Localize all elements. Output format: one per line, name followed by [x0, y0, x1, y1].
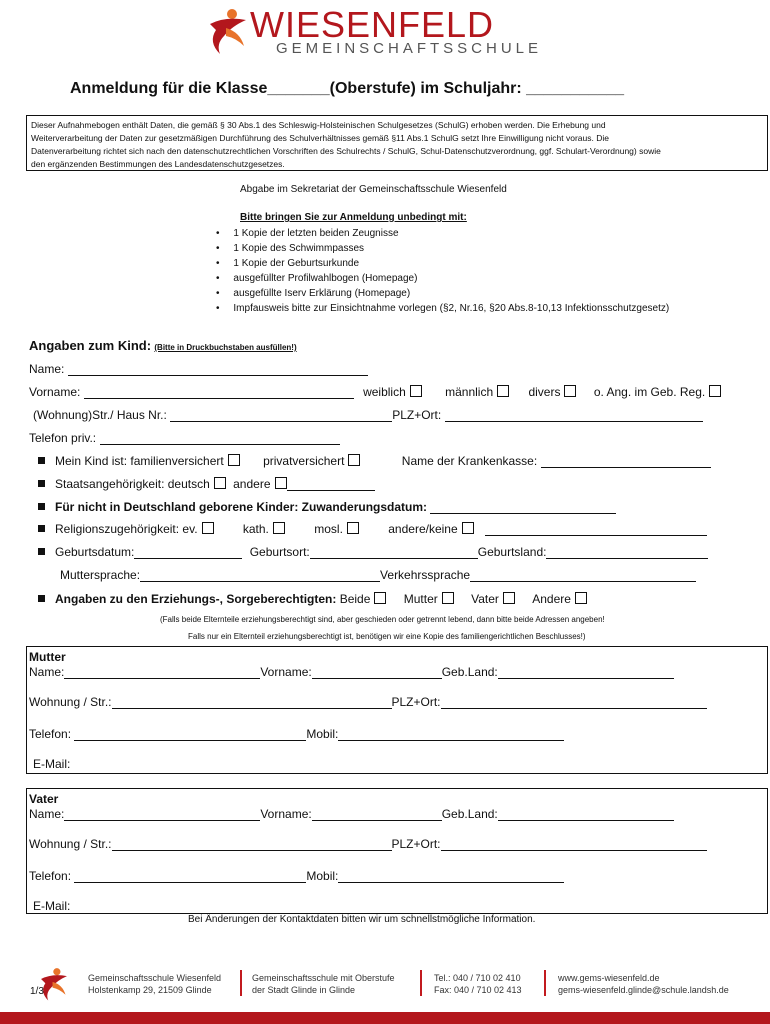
child-heading: Angaben zum Kind: — [29, 338, 152, 353]
list-item: • Impfausweis bitte zur Einsichtnahme vorlegen (§2, Nr.16, §20 Abs.8-10,13 Infektionsschutzgesetz) — [216, 303, 670, 314]
bullet-icon: • — [216, 243, 234, 254]
vater-label: Vater — [471, 592, 499, 606]
bullet-icon: • — [216, 288, 234, 299]
square-bullet-icon — [38, 595, 45, 602]
andere-keine-label: andere/keine — [388, 522, 458, 536]
mother-plz-field[interactable] — [441, 697, 707, 709]
mother-phone-field[interactable] — [74, 729, 306, 741]
mother-mobil-label: Mobil: — [306, 727, 339, 741]
divers-checkbox[interactable] — [564, 385, 576, 397]
bring-list — [216, 226, 669, 316]
mother-name-row — [29, 665, 674, 679]
bullet-icon: • — [216, 273, 234, 284]
guardian-note-2: Falls nur ein Elternteil erziehungsberechtigt ist, benötigen wir eine Kopie des familiengerichtlichen Beschlusses!) — [188, 632, 586, 641]
child-phone-field[interactable] — [100, 433, 340, 445]
bullet-icon: • — [216, 303, 234, 314]
mother-address-row — [29, 695, 707, 709]
mutter-label: Mutter — [403, 592, 438, 606]
immigration-row — [38, 500, 616, 514]
list-item: • ausgefüllte Iserv Erklärung (Homepage) — [216, 288, 411, 299]
child-address-row — [33, 408, 703, 422]
privat-label: privatversichert — [263, 454, 345, 468]
change-notice: Bei Änderungen der Kontaktdaten bitten wir um schnellstmögliche Information. — [188, 914, 536, 925]
divers-label: divers — [528, 385, 561, 399]
father-section — [26, 788, 768, 914]
language-row — [60, 568, 696, 582]
guardian-note-1: (Falls beide Elternteile erziehungsberechtigt sind, aber geschieden oder getrennt lebend, dann bitte beide Adressen angeben! — [160, 615, 605, 624]
andere-label: andere — [233, 477, 271, 491]
father-gebland-field[interactable] — [498, 809, 674, 821]
child-vorname-label: Vorname: — [29, 385, 81, 399]
insurance-row — [38, 454, 711, 468]
andere-field[interactable] — [287, 479, 375, 491]
mother-name-field[interactable] — [64, 667, 260, 679]
footer-text: Gemeinschaftsschule mit Oberstufe — [252, 973, 395, 983]
guardians-row — [38, 592, 587, 606]
footer-divider — [240, 970, 242, 996]
maennlich-checkbox[interactable] — [497, 385, 509, 397]
geburtsdatum-label: Geburtsdatum: — [55, 545, 135, 559]
verkehrssprache-field[interactable] — [470, 570, 696, 582]
father-mobil-field[interactable] — [338, 871, 564, 883]
privatversichert-checkbox[interactable] — [348, 454, 360, 466]
father-street-label: Wohnung / Str.: — [29, 837, 112, 851]
geburtsdatum-field[interactable] — [134, 547, 242, 559]
father-phone-row — [29, 869, 564, 883]
ev-checkbox[interactable] — [202, 522, 214, 534]
father-plz-field[interactable] — [441, 839, 707, 851]
geburtsort-field[interactable] — [310, 547, 478, 559]
father-gebland-label: Geb.Land: — [441, 807, 498, 821]
guardians-label: Angaben zu den Erziehungs-, Sorgeberechtigten: — [55, 592, 337, 606]
weiblich-checkbox[interactable] — [410, 385, 422, 397]
religion-other-field[interactable] — [485, 524, 707, 536]
bullet-icon: • — [216, 258, 234, 269]
child-name-field[interactable] — [68, 364, 368, 376]
notice-line: Datenverarbeitung richtet sich nach den datenschutzrechtlichen Vorschriften des Schulrechts / SchulG, Schul-Datenschutzverordnung, ggf. Schulart-Verordnung) sowie — [31, 146, 661, 156]
father-mobil-label: Mobil: — [306, 869, 339, 883]
beide-label: Beide — [339, 592, 371, 606]
ohne-angabe-label: o. Ang. im Geb. Reg. — [593, 385, 706, 399]
mutter-checkbox[interactable] — [442, 592, 454, 604]
footer-text: Fax: 040 / 710 02 413 — [434, 985, 522, 995]
birth-row — [38, 545, 708, 559]
footer-col-phone — [434, 972, 522, 996]
immigration-field[interactable] — [430, 502, 616, 514]
mother-phone-label: Telefon: — [29, 727, 72, 741]
child-heading-note: (Bitte in Druckbuchstaben ausfüllen!) — [154, 343, 297, 352]
child-plz-field[interactable] — [445, 410, 703, 422]
andere2-checkbox[interactable] — [575, 592, 587, 604]
privacy-notice — [26, 115, 768, 171]
father-plz-label: PLZ+Ort: — [391, 837, 441, 851]
mother-phone-row — [29, 727, 564, 741]
list-item: • 1 Kopie der Geburtsurkunde — [216, 258, 360, 269]
child-name-label: Name: — [29, 362, 65, 376]
list-item: • 1 Kopie des Schwimmpasses — [216, 243, 365, 254]
geburtsort-label: Geburtsort: — [249, 545, 310, 559]
krankenkasse-label: Name der Krankenkasse: — [401, 454, 538, 468]
weiblich-label: weiblich — [363, 385, 406, 399]
submission-info: Abgabe im Sekretariat der Gemeinschaftsschule Wiesenfeld — [240, 184, 507, 195]
maennlich-label: männlich — [445, 385, 494, 399]
square-bullet-icon — [38, 503, 45, 510]
insurance-label: Mein Kind ist: familienversichert — [55, 454, 224, 468]
child-street-field[interactable] — [170, 410, 392, 422]
geburtsland-label: Geburtsland: — [477, 545, 547, 559]
logo-subtitle: GEMEINSCHAFTSSCHULE — [276, 40, 543, 57]
familienversichert-checkbox[interactable] — [228, 454, 240, 466]
child-heading-row — [29, 338, 297, 353]
religion-label: Religionszugehörigkeit: ev. — [55, 522, 198, 536]
father-name-label: Name: — [29, 807, 65, 821]
square-bullet-icon — [38, 480, 45, 487]
mother-gebland-label: Geb.Land: — [441, 665, 498, 679]
notice-line: Dieser Aufnahmebogen enthält Daten, die gemäß § 30 Abs.1 des Schleswig-Holsteinischen Schulgesetzes (SchulG) erhoben werden. Die Erhebung und — [31, 120, 606, 130]
vater-checkbox[interactable] — [503, 592, 515, 604]
mother-email-label: E-Mail: — [33, 757, 71, 771]
child-plz-label: PLZ+Ort: — [392, 408, 442, 422]
andere2-label: Andere — [532, 592, 571, 606]
citizenship-row — [38, 477, 375, 491]
andere-keine-checkbox[interactable] — [462, 522, 474, 534]
footer-col-address — [88, 972, 221, 996]
bullet-icon: • — [216, 228, 234, 239]
footer-text: der Stadt Glinde in Glinde — [252, 985, 356, 995]
child-street-label: (Wohnung)Str./ Haus Nr.: — [33, 408, 167, 422]
footer-divider — [420, 970, 422, 996]
mosl-checkbox[interactable] — [347, 522, 359, 534]
school-logo-icon — [206, 6, 250, 56]
square-bullet-icon — [38, 548, 45, 555]
mother-mobil-field[interactable] — [338, 729, 564, 741]
religion-row — [38, 522, 707, 536]
footer-email-link[interactable]: gems-wiesenfeld.glinde@schule.landsh.de — [558, 985, 729, 995]
mother-vorname-field[interactable] — [312, 667, 442, 679]
immigration-label: Für nicht in Deutschland geborene Kinder: Zuwanderungsdatum: — [55, 500, 428, 514]
father-name-field[interactable] — [64, 809, 260, 821]
mother-vorname-label: Vorname: — [260, 665, 312, 679]
father-street-field[interactable] — [112, 839, 392, 851]
verkehrssprache-label: Verkehrssprache — [380, 568, 471, 582]
footer-text: Holstenkamp 29, 21509 Glinde — [88, 985, 212, 995]
mother-plz-label: PLZ+Ort: — [391, 695, 441, 709]
deutsch-checkbox[interactable] — [214, 477, 226, 489]
form-title: Anmeldung für die Klasse_______(Oberstufe) im Schuljahr: ___________ — [70, 80, 625, 97]
father-phone-field[interactable] — [74, 871, 306, 883]
mosl-label: mosl. — [314, 522, 343, 536]
muttersprache-field[interactable] — [140, 570, 380, 582]
footer-text: Tel.: 040 / 710 02 410 — [434, 973, 521, 983]
notice-line: den ergänzenden Bestimmungen des Landesdatenschutzgesetzes. — [31, 159, 285, 169]
father-email-label: E-Mail: — [33, 899, 71, 913]
bring-heading: Bitte bringen Sie zur Anmeldung unbedingt mit: — [240, 212, 467, 223]
list-item: • ausgefüllter Profilwahlbogen (Homepage) — [216, 273, 418, 284]
footer-divider — [544, 970, 546, 996]
footer-website-link[interactable]: www.gems-wiesenfeld.de — [558, 973, 660, 983]
beide-checkbox[interactable] — [374, 592, 386, 604]
kath-checkbox[interactable] — [273, 522, 285, 534]
footer-col-school — [252, 972, 395, 996]
father-phone-label: Telefon: — [29, 869, 72, 883]
father-name-row — [29, 807, 674, 821]
mother-street-label: Wohnung / Str.: — [29, 695, 112, 709]
page-number: 1/3 — [30, 986, 44, 997]
footer-col-web — [558, 972, 729, 996]
krankenkasse-field[interactable] — [541, 456, 711, 468]
father-heading: Vater — [29, 792, 59, 806]
footer-text: Gemeinschaftsschule Wiesenfeld — [88, 973, 222, 983]
mother-gebland-field[interactable] — [498, 667, 674, 679]
father-vorname-field[interactable] — [312, 809, 442, 821]
list-item: • 1 Kopie der letzten beiden Zeugnisse — [216, 228, 399, 239]
child-phone-row — [29, 431, 340, 445]
child-vorname-field[interactable] — [84, 387, 354, 399]
mother-heading: Mutter — [29, 650, 66, 664]
mother-street-field[interactable] — [112, 697, 392, 709]
kath-label: kath. — [242, 522, 269, 536]
father-vorname-label: Vorname: — [260, 807, 312, 821]
notice-line: Weiterverarbeitung der Daten zur gesetzmäßigen Durchführung des Schulverhältnisses gemäß §11 Abs.1 SchulG setzt Ihre Einwilligung nicht voraus. Die — [31, 133, 609, 143]
muttersprache-label: Muttersprache: — [60, 568, 141, 582]
child-phone-label: Telefon priv.: — [29, 431, 97, 445]
andere-checkbox[interactable] — [275, 477, 287, 489]
citizenship-label: Staatsangehörigkeit: deutsch — [55, 477, 210, 491]
father-address-row — [29, 837, 707, 851]
child-vorname-row — [29, 385, 721, 399]
mother-name-label: Name: — [29, 665, 65, 679]
square-bullet-icon — [38, 525, 45, 532]
square-bullet-icon — [38, 457, 45, 464]
geburtsland-field[interactable] — [546, 547, 708, 559]
mother-section — [26, 646, 768, 774]
footer-red-bar — [0, 1012, 770, 1024]
logo-title: WIESENFELD — [250, 4, 495, 45]
ohne-angabe-checkbox[interactable] — [709, 385, 721, 397]
child-name-row — [29, 362, 368, 376]
